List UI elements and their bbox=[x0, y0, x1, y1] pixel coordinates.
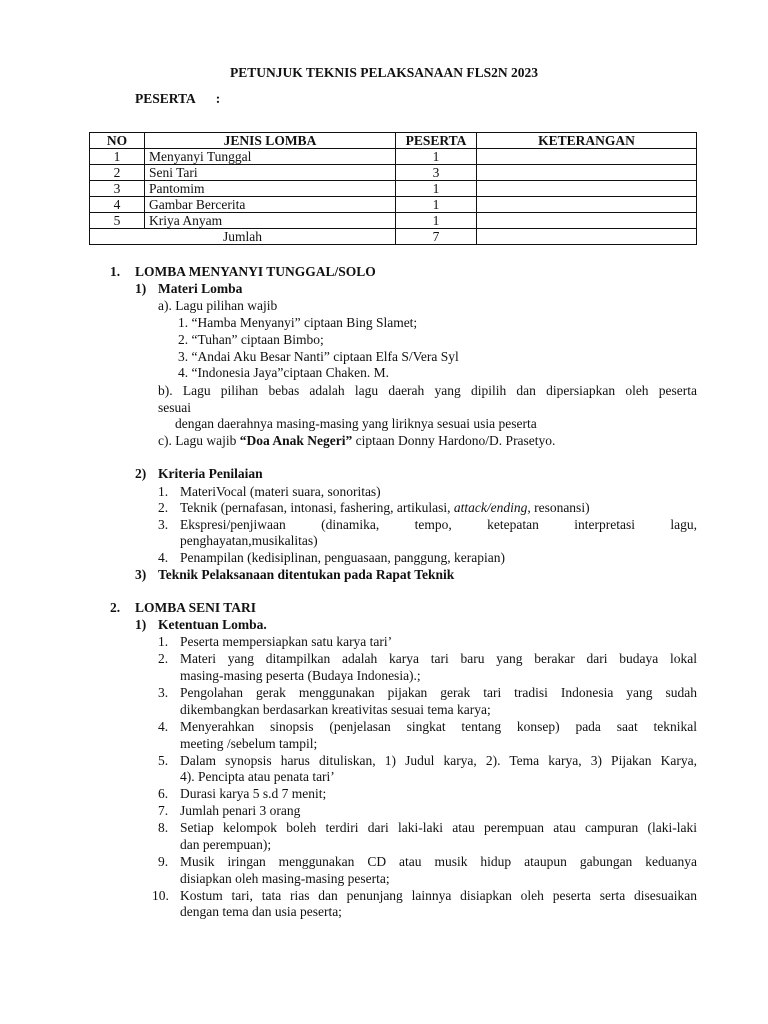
cell-no: 5 bbox=[90, 213, 145, 229]
peserta-line bbox=[135, 90, 220, 107]
s1-k2-number: 2. bbox=[158, 500, 169, 515]
s2-item-line: Peserta mempersiapkan satu karya tari’ bbox=[180, 634, 393, 649]
s2-item-line: Menyerahkan sinopsis (penjelasan singkat tentang konsep) pada saat teknikal bbox=[180, 719, 697, 734]
s2-sub1-number: 1) bbox=[135, 617, 147, 632]
s2-item-line: dan perempuan); bbox=[180, 837, 272, 852]
s1-a-list-item: 1. “Hamba Menyanyi” ciptaan Bing Slamet; bbox=[178, 315, 418, 330]
s1-k2-italic: attack/ending bbox=[453, 500, 528, 515]
s1-k1-text: MateriVocal (materi suara, sonoritas) bbox=[180, 484, 381, 499]
s2-item-line: Kostum tari, tata rias dan penunjang lainnya disiapkan oleh peserta serta disesuaikan bbox=[180, 888, 697, 903]
s1-k2-pre: Teknik (pernafasan, intonasi, fashering, artikulasi, bbox=[180, 500, 454, 515]
s2-item-line: dikembangkan berdasarkan kreativitas sesuai tema karya; bbox=[180, 702, 491, 717]
section-2-heading: LOMBA SENI TARI bbox=[135, 600, 257, 615]
s2-item-line: Setiap kelompok boleh terdiri dari laki-laki atau perempuan atau campuran (laki-laki bbox=[180, 820, 697, 835]
s1-a-list-item: 3. “Andai Aku Besar Nanti” ciptaan Elfa S/Vera Syl bbox=[178, 349, 459, 364]
s1-item-a: a). Lagu pilihan wajib bbox=[158, 298, 278, 313]
cell-jenis: Kriya Anyam bbox=[145, 213, 396, 229]
cell-peserta: 1 bbox=[396, 197, 477, 213]
cell-no: 3 bbox=[90, 181, 145, 197]
s1-k3-line2: penghayatan,musikalitas) bbox=[180, 533, 318, 548]
total-label: Jumlah bbox=[90, 229, 396, 245]
s2-item-number: 8. bbox=[158, 820, 169, 835]
cell-peserta: 1 bbox=[396, 149, 477, 165]
s2-item-line: Durasi karya 5 s.d 7 menit; bbox=[180, 786, 327, 801]
s1-k2-post: , resonansi) bbox=[527, 500, 590, 515]
table-row bbox=[90, 181, 697, 197]
s1-k4-number: 4. bbox=[158, 550, 169, 565]
cell-no: 2 bbox=[90, 165, 145, 181]
s1-sub2-heading: Kriteria Penilaian bbox=[158, 466, 263, 481]
s1-k2-text bbox=[180, 499, 590, 516]
s2-item-line: 4). Pencipta atau penata tari’ bbox=[180, 769, 335, 784]
total-keterangan bbox=[477, 229, 697, 245]
header-peserta: PESERTA bbox=[396, 133, 477, 149]
s2-item-number: 6. bbox=[158, 786, 169, 801]
s2-item-line: meeting /sebelum tampil; bbox=[180, 736, 318, 751]
s1-sub1-heading: Materi Lomba bbox=[158, 281, 243, 296]
cell-no: 1 bbox=[90, 149, 145, 165]
s2-item-number: 7. bbox=[158, 803, 169, 818]
header-jenis-lomba: JENIS LOMBA bbox=[145, 133, 396, 149]
s1-sub2-number: 2) bbox=[135, 466, 147, 481]
peserta-label: PESERTA bbox=[135, 91, 196, 106]
cell-peserta: 1 bbox=[396, 213, 477, 229]
table-row bbox=[90, 165, 697, 181]
peserta-colon: : bbox=[215, 91, 221, 106]
s1-item-b-line2: sesuai bbox=[158, 400, 191, 415]
s2-item-line: Jumlah penari 3 orang bbox=[180, 803, 301, 818]
cell-jenis: Pantomim bbox=[145, 181, 396, 197]
cell-peserta: 3 bbox=[396, 165, 477, 181]
s1-sub1-number: 1) bbox=[135, 281, 147, 296]
header-no: NO bbox=[90, 133, 145, 149]
table-header-row bbox=[90, 133, 697, 149]
s1-k1-number: 1. bbox=[158, 484, 169, 499]
section-1-heading: LOMBA MENYANYI TUNGGAL/SOLO bbox=[135, 264, 376, 279]
document-title: PETUNJUK TEKNIS PELAKSANAAN FLS2N 2023 bbox=[229, 65, 539, 80]
s2-sub1-heading: Ketentuan Lomba. bbox=[158, 617, 267, 632]
s2-item-line: Materi yang ditampilkan adalah karya tari baru yang berakar dari budaya lokal bbox=[180, 651, 697, 666]
header-keterangan: KETERANGAN bbox=[477, 133, 697, 149]
cell-keterangan bbox=[477, 213, 697, 229]
s1-a-list-item: 4. “Indonesia Jaya”ciptaan Chaken. M. bbox=[178, 365, 390, 380]
total-value: 7 bbox=[396, 229, 477, 245]
cell-keterangan bbox=[477, 149, 697, 165]
s2-item-line: dengan tema dan usia peserta; bbox=[180, 904, 342, 919]
s1-k3-line1: Ekspresi/penjiwaan (dinamika, tempo, ketepatan interpretasi lagu, bbox=[180, 517, 697, 532]
cell-jenis: Gambar Bercerita bbox=[145, 197, 396, 213]
s2-item-number: 4. bbox=[158, 719, 169, 734]
s2-item-number: 10. bbox=[152, 888, 169, 903]
s1-k3-number: 3. bbox=[158, 517, 169, 532]
section-2-number: 2. bbox=[110, 600, 121, 615]
s1-c-suffix: ciptaan Donny Hardono/D. Prasetyo. bbox=[352, 433, 556, 448]
cell-keterangan bbox=[477, 165, 697, 181]
s1-a-list-item: 2. “Tuhan” ciptaan Bimbo; bbox=[178, 332, 324, 347]
s1-item-b-line3: dengan daerahnya masing-masing yang liriknya sesuai usia peserta bbox=[175, 416, 537, 431]
s2-item-line: Pengolahan gerak menggunakan pijakan gerak tari tradisi Indonesia yang sudah bbox=[180, 685, 697, 700]
section-1-number: 1. bbox=[110, 264, 121, 279]
table-row bbox=[90, 213, 697, 229]
s2-item-number: 2. bbox=[158, 651, 169, 666]
s1-item-c bbox=[158, 432, 555, 449]
s1-sub3-number: 3) bbox=[135, 567, 147, 582]
s2-item-line: masing-masing peserta (Budaya Indonesia).; bbox=[180, 668, 421, 683]
cell-no: 4 bbox=[90, 197, 145, 213]
cell-jenis: Menyanyi Tunggal bbox=[145, 149, 396, 165]
s1-c-prefix: c). Lagu wajib bbox=[158, 433, 240, 448]
s1-k4-text: Penampilan (kedisiplinan, penguasaan, panggung, kerapian) bbox=[180, 550, 506, 565]
s2-item-number: 5. bbox=[158, 753, 169, 768]
s2-item-number: 9. bbox=[158, 854, 169, 869]
s2-item-number: 3. bbox=[158, 685, 169, 700]
competition-table bbox=[89, 132, 697, 245]
cell-jenis: Seni Tari bbox=[145, 165, 396, 181]
table-row bbox=[90, 197, 697, 213]
s2-item-number: 1. bbox=[158, 634, 169, 649]
s2-item-line: disiapkan oleh masing-masing peserta; bbox=[180, 871, 390, 886]
s2-item-line: Musik iringan menggunakan CD atau musik hidup ataupun gabungan keduanya bbox=[180, 854, 697, 869]
s1-c-song-title: “Doa Anak Negeri” bbox=[239, 433, 353, 448]
cell-keterangan bbox=[477, 197, 697, 213]
table-total-row bbox=[90, 229, 697, 245]
cell-keterangan bbox=[477, 181, 697, 197]
table-row bbox=[90, 149, 697, 165]
s1-sub3-heading: Teknik Pelaksanaan ditentukan pada Rapat Teknik bbox=[158, 567, 455, 582]
s1-item-b-line1: b). Lagu pilihan bebas adalah lagu daerah yang dipilih dan dipersiapkan oleh peserta bbox=[158, 383, 697, 398]
cell-peserta: 1 bbox=[396, 181, 477, 197]
s2-item-line: Dalam synopsis harus dituliskan, 1) Judul karya, 2). Tema karya, 3) Pijakan Karya, bbox=[180, 753, 697, 768]
